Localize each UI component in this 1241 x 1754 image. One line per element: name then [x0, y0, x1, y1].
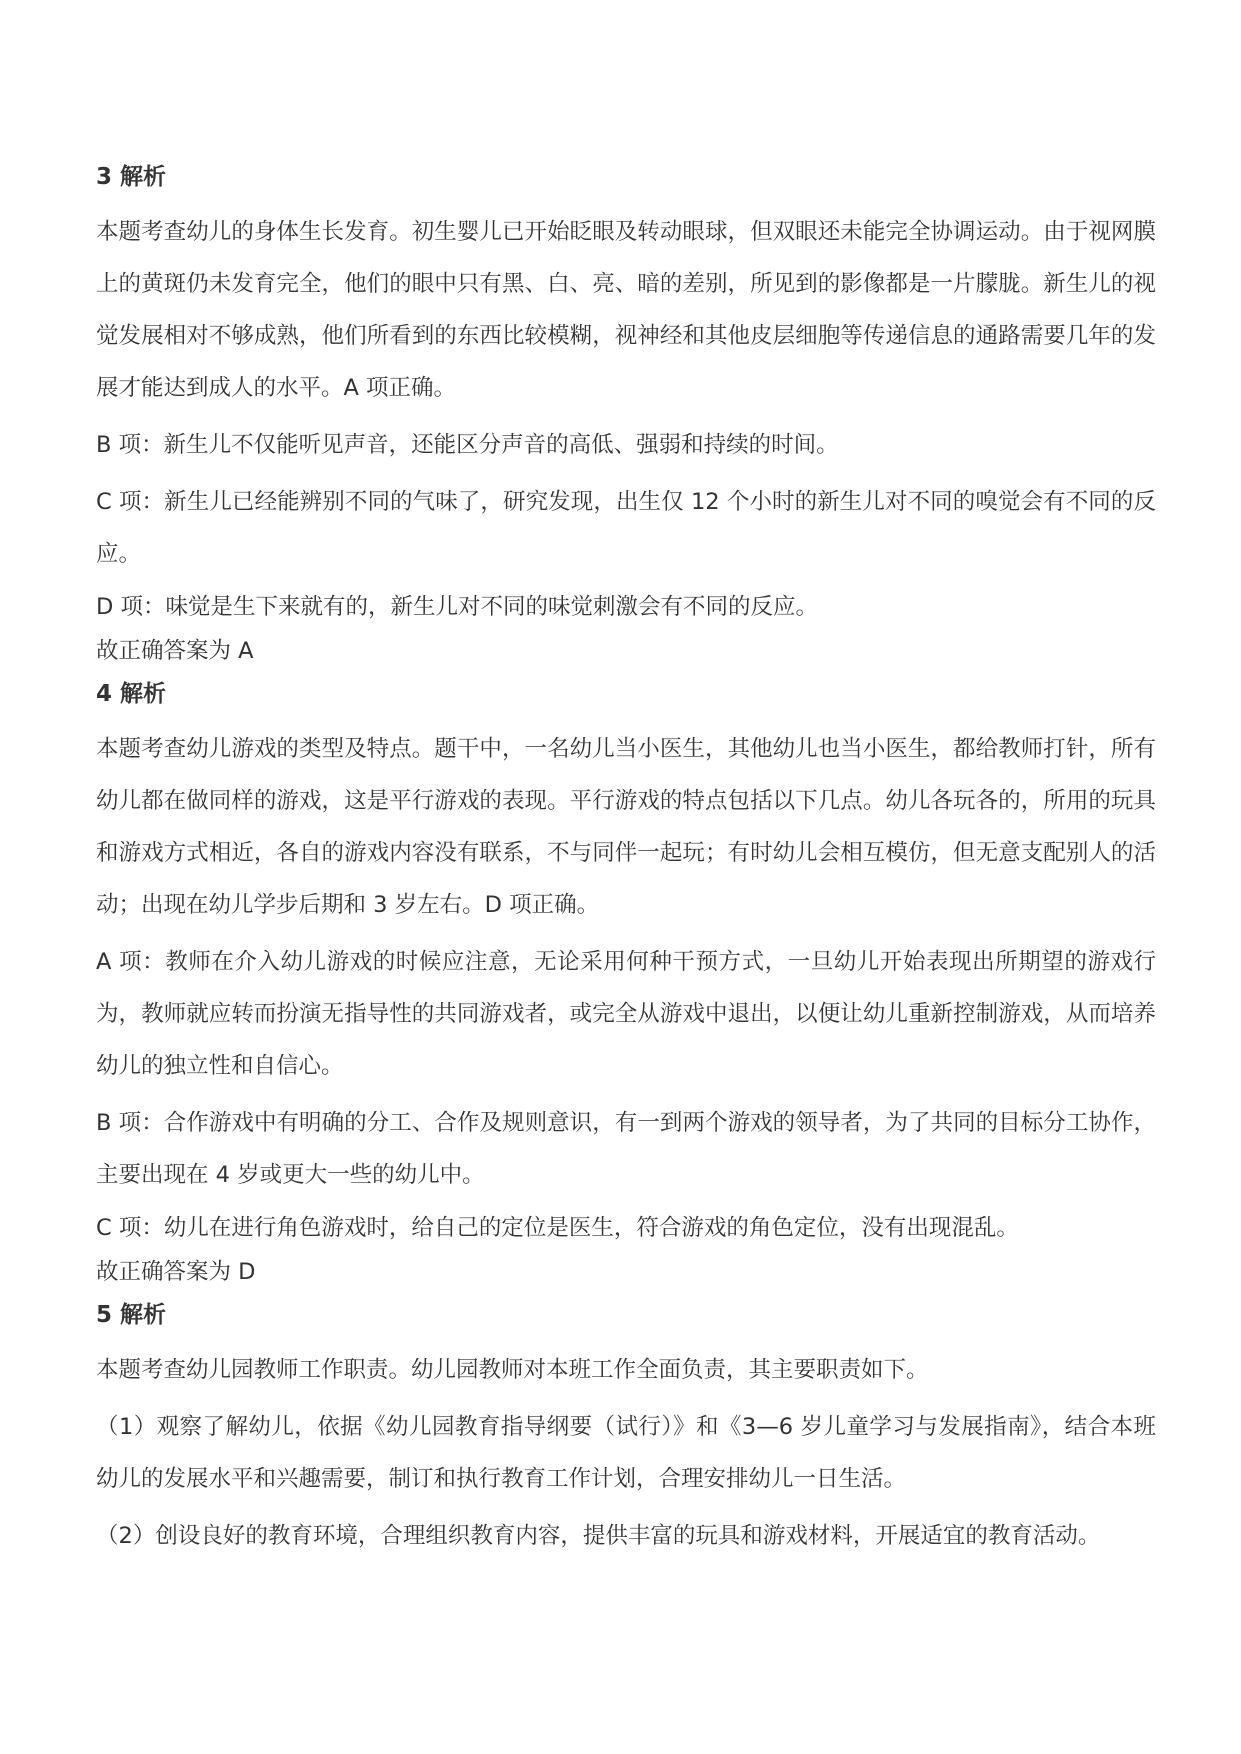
paragraph: 本题考查幼儿园教师工作职责。幼儿园教师对本班工作全面负责，其主要职责如下。 [96, 1357, 929, 1383]
section-5 [96, 1298, 1156, 1562]
paragraph: （2）创设良好的教育环境，合理组织教育内容，提供丰富的玩具和游戏材料，开展适宜的教育活动。 [96, 1523, 1101, 1549]
document-page [96, 160, 1156, 1567]
paragraph: 本题考查幼儿的身体生长发育。初生婴儿已开始眨眼及转动眼球，但双眼还未能完全协调运动。由于视网膜上的黄斑仍未发育完全，他们的眼中只有黑、白、亮、暗的差别，所见到的影像都是一片朦胧。新生儿的视觉发展相对不够成熟，他们所看到的东西比较模糊，视神经和其他皮层细胞等传递信息的通路需要几年的发展才能达到成人的水平。A 项正确。 [96, 219, 1156, 401]
section-3 [96, 160, 1156, 673]
section-heading: 4 解析 [96, 681, 167, 707]
paragraph: B 项：合作游戏中有明确的分工、合作及规则意识，有一到两个游戏的领导者，为了共同的目标分工协作，主要出现在 4 岁或更大一些的幼儿中。 [96, 1110, 1156, 1188]
paragraph: C 项：幼儿在进行角色游戏时，给自己的定位是医生，符合游戏的角色定位，没有出现混乱。 [96, 1215, 1019, 1241]
paragraph: C 项：新生儿已经能辨别不同的气味了，研究发现，出生仅 12 个小时的新生儿对不同的嗅觉会有不同的反应。 [96, 489, 1156, 567]
answer-line: 故正确答案为 A [96, 638, 254, 664]
section-4 [96, 677, 1156, 1294]
paragraph: B 项：新生儿不仅能听见声音，还能区分声音的高低、强弱和持续的时间。 [96, 432, 839, 458]
section-heading: 3 解析 [96, 164, 167, 190]
paragraph: （1）观察了解幼儿，依据《幼儿园教育指导纲要（试行）》和《3—6 岁儿童学习与发展指南》，结合本班幼儿的发展水平和兴趣需要，制订和执行教育工作计划，合理安排幼儿一日生活。 [96, 1414, 1156, 1492]
paragraph: 本题考查幼儿游戏的类型及特点。题干中，一名幼儿当小医生，其他幼儿也当小医生，都给教师打针，所有幼儿都在做同样的游戏，这是平行游戏的表现。平行游戏的特点包括以下几点。幼儿各玩各的，所用的玩具和游戏方式相近，各自的游戏内容没有联系，不与同伴一起玩；有时幼儿会相互模仿，但无意支配别人的活动；出现在幼儿学步后期和 3 岁左右。D 项正确。 [96, 736, 1156, 918]
answer-line: 故正确答案为 D [96, 1259, 256, 1285]
section-heading: 5 解析 [96, 1302, 167, 1328]
paragraph: A 项：教师在介入幼儿游戏的时候应注意，无论采用何种干预方式，一旦幼儿开始表现出所期望的游戏行为，教师就应转而扮演无指导性的共同游戏者，或完全从游戏中退出，以便让幼儿重新控制游戏，从而培养幼儿的独立性和自信心。 [96, 949, 1156, 1079]
paragraph: D 项：味觉是生下来就有的，新生儿对不同的味觉刺激会有不同的反应。 [96, 594, 818, 620]
